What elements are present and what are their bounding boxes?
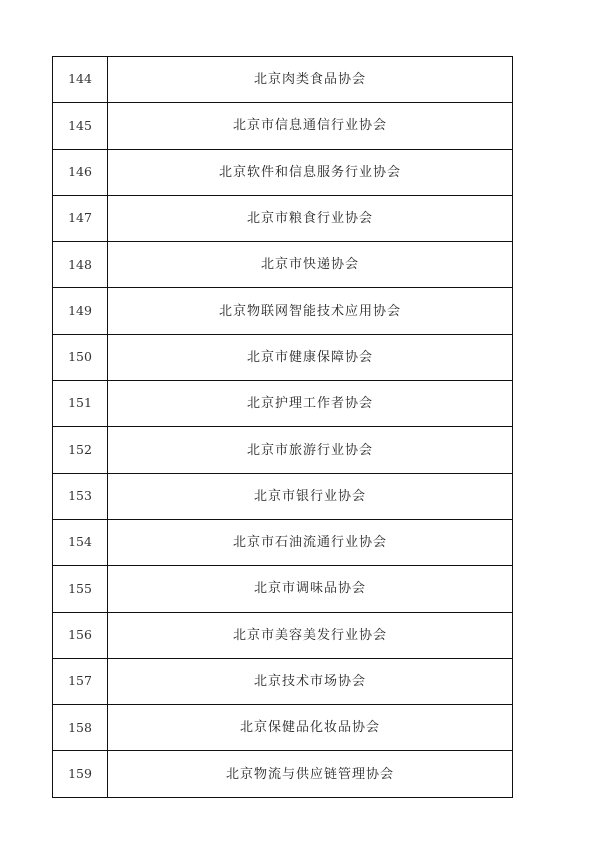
table-row xyxy=(53,195,513,241)
row-number: 157 xyxy=(53,658,108,704)
association-table-body xyxy=(53,57,513,798)
table-row xyxy=(53,427,513,473)
row-number: 146 xyxy=(53,149,108,195)
table-row xyxy=(53,242,513,288)
table-row xyxy=(53,705,513,751)
association-name: 北京市旅游行业协会 xyxy=(108,427,513,473)
association-name: 北京市调味品协会 xyxy=(108,566,513,612)
association-name: 北京市美容美发行业协会 xyxy=(108,612,513,658)
association-name: 北京市银行业协会 xyxy=(108,473,513,519)
association-name: 北京市粮食行业协会 xyxy=(108,195,513,241)
row-number: 145 xyxy=(53,103,108,149)
row-number: 148 xyxy=(53,242,108,288)
association-name: 北京物流与供应链管理协会 xyxy=(108,751,513,797)
table-row xyxy=(53,519,513,565)
association-table-container xyxy=(52,56,513,798)
row-number: 155 xyxy=(53,566,108,612)
association-name: 北京市健康保障协会 xyxy=(108,334,513,380)
row-number: 159 xyxy=(53,751,108,797)
association-name: 北京软件和信息服务行业协会 xyxy=(108,149,513,195)
association-name: 北京物联网智能技术应用协会 xyxy=(108,288,513,334)
table-row xyxy=(53,334,513,380)
row-number: 158 xyxy=(53,705,108,751)
table-row xyxy=(53,57,513,103)
association-name: 北京技术市场协会 xyxy=(108,658,513,704)
table-row xyxy=(53,612,513,658)
row-number: 153 xyxy=(53,473,108,519)
row-number: 156 xyxy=(53,612,108,658)
table-row xyxy=(53,566,513,612)
row-number: 144 xyxy=(53,57,108,103)
table-row xyxy=(53,381,513,427)
table-row xyxy=(53,103,513,149)
row-number: 149 xyxy=(53,288,108,334)
table-row xyxy=(53,288,513,334)
association-name: 北京市信息通信行业协会 xyxy=(108,103,513,149)
association-name: 北京护理工作者协会 xyxy=(108,381,513,427)
association-name: 北京市石油流通行业协会 xyxy=(108,519,513,565)
association-name: 北京市快递协会 xyxy=(108,242,513,288)
row-number: 152 xyxy=(53,427,108,473)
association-name: 北京保健品化妆品协会 xyxy=(108,705,513,751)
row-number: 150 xyxy=(53,334,108,380)
row-number: 151 xyxy=(53,381,108,427)
table-row xyxy=(53,751,513,797)
table-row xyxy=(53,473,513,519)
table-row xyxy=(53,149,513,195)
row-number: 154 xyxy=(53,519,108,565)
table-row xyxy=(53,658,513,704)
row-number: 147 xyxy=(53,195,108,241)
association-name: 北京肉类食品协会 xyxy=(108,57,513,103)
association-table xyxy=(52,56,513,798)
